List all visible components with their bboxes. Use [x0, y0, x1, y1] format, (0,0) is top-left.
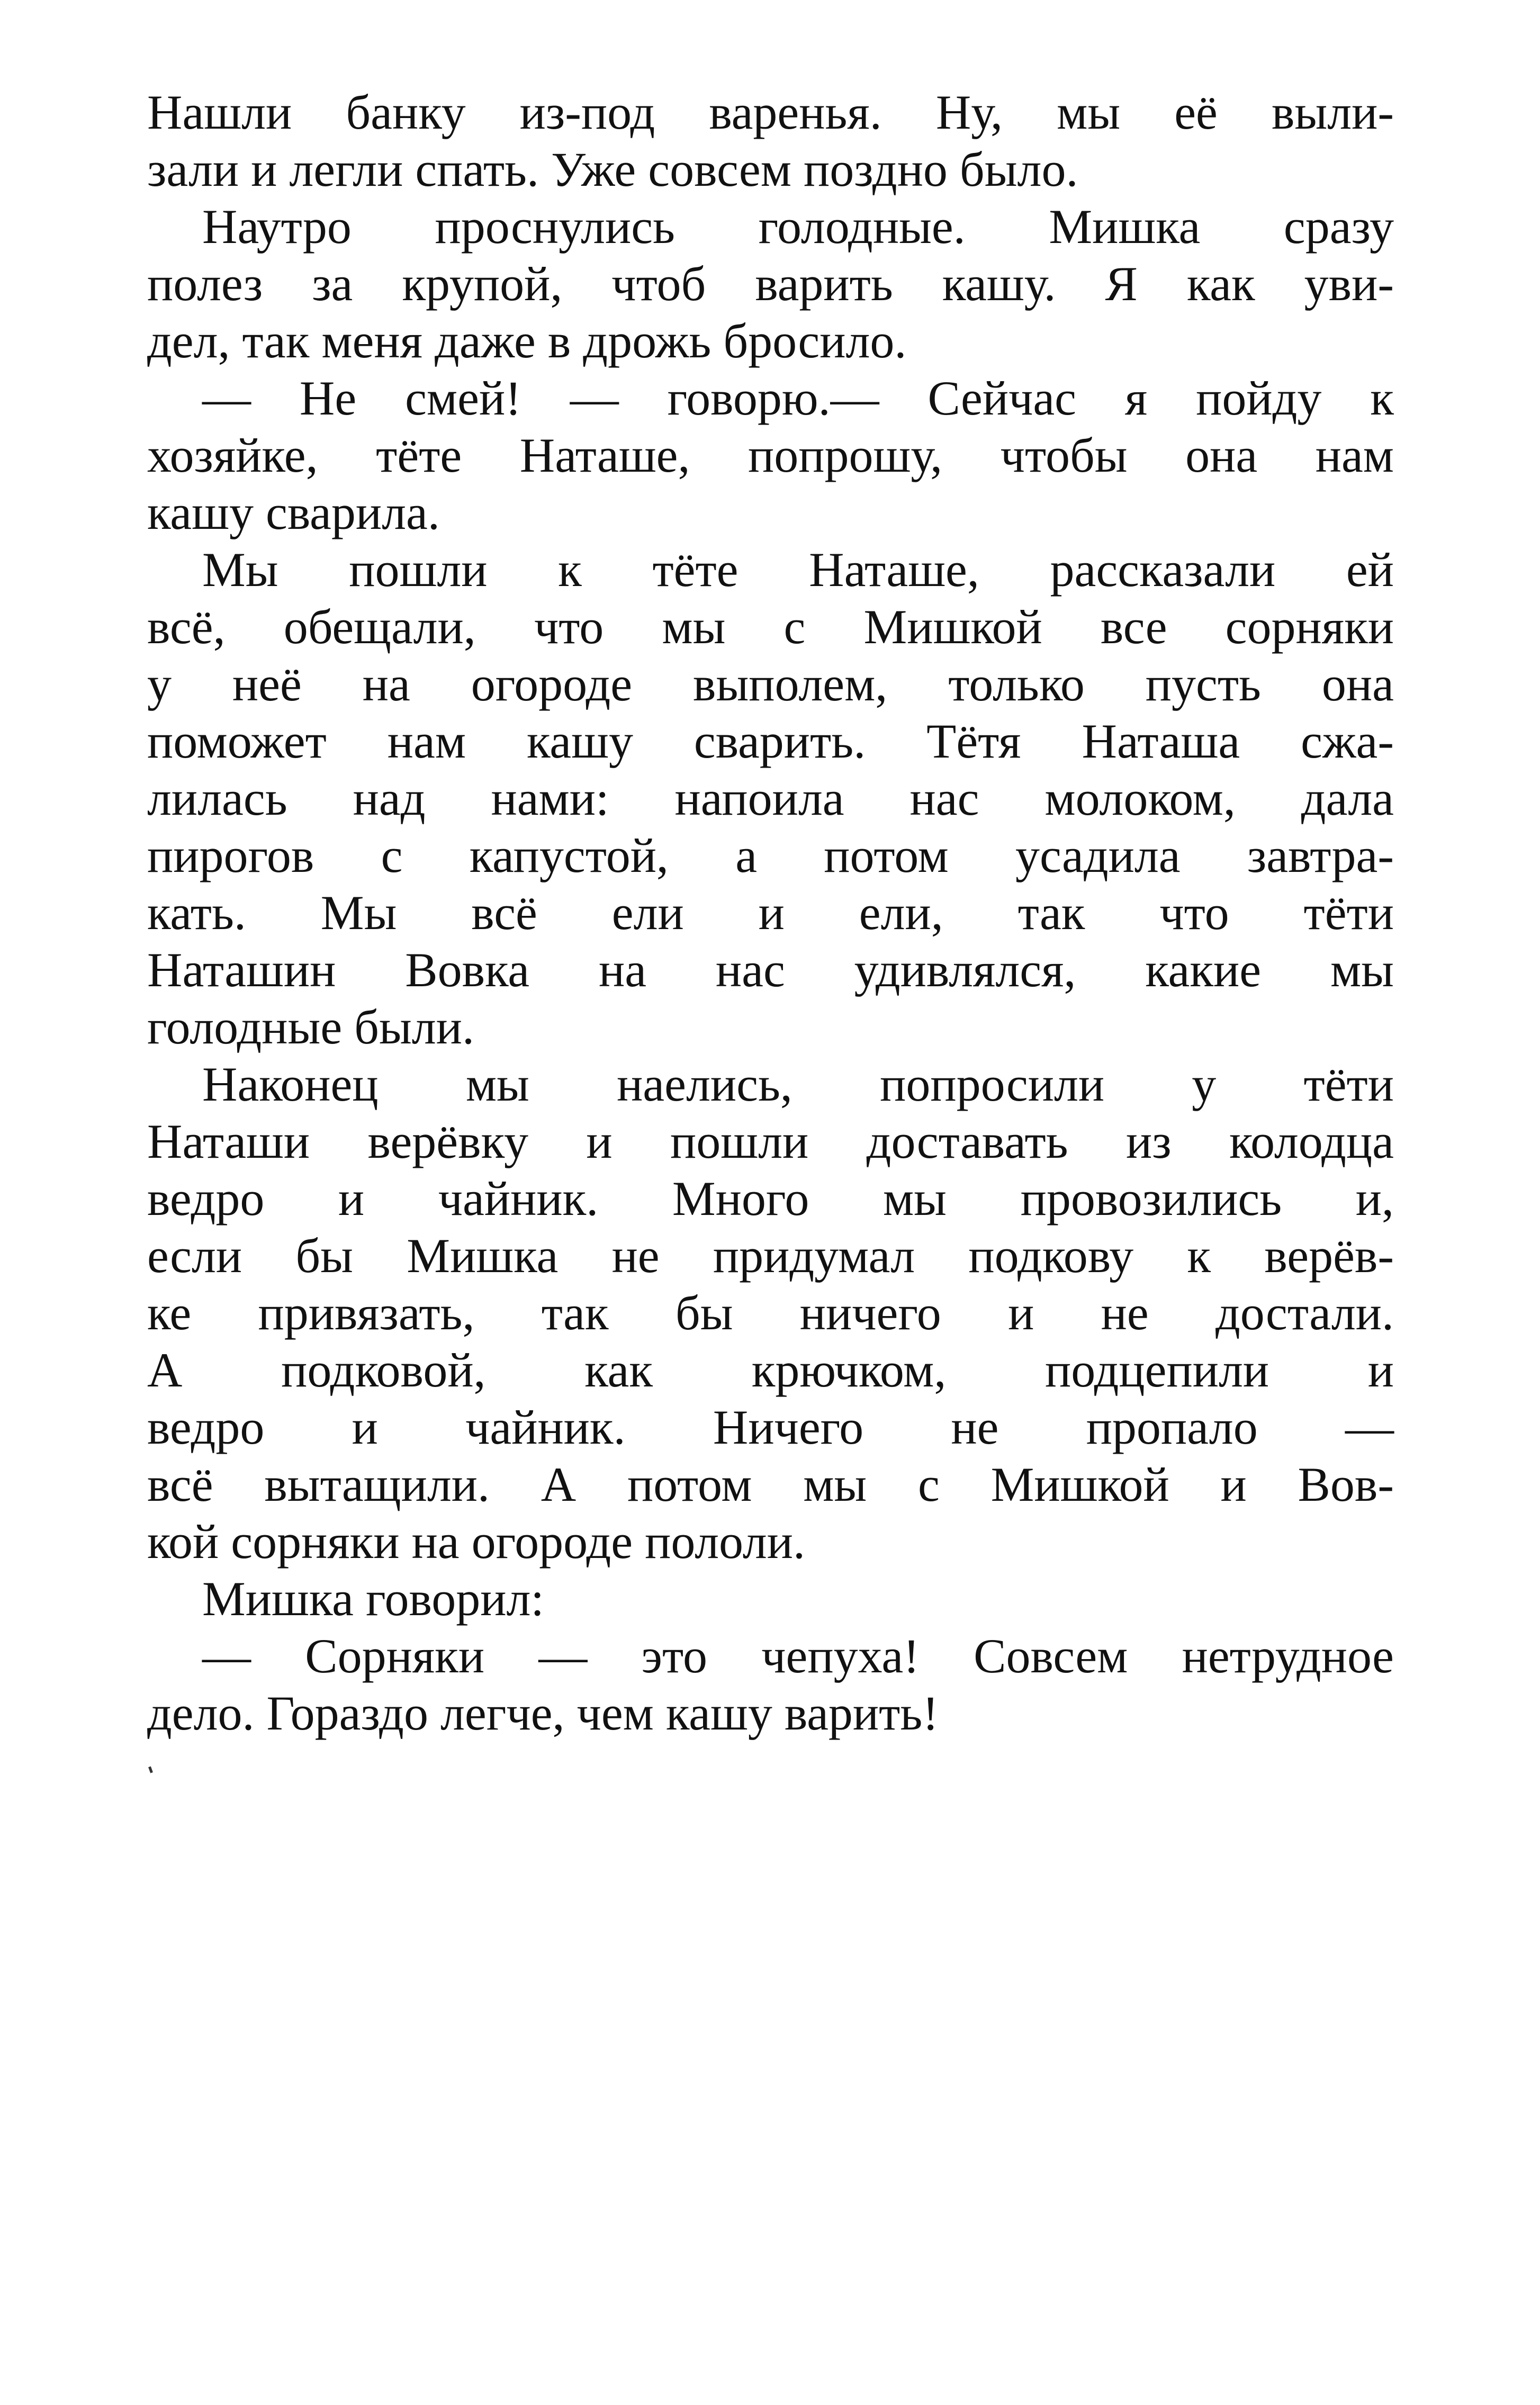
text-line: у неё на огороде выполем, только пусть она [147, 657, 1394, 711]
text-line: кать. Мы всё ели и ели, так что тёти [147, 886, 1394, 940]
text-line: хозяйке, тёте Наташе, попрошу, чтобы она нам [147, 428, 1394, 482]
text-line: ведро и чайник. Ничего не пропало — [147, 1400, 1394, 1454]
text-line: А подковой, как крючком, подцепили и [147, 1343, 1394, 1397]
text-line: лилась над нами: напоила нас молоком, дала [147, 771, 1394, 825]
text-line: дел, так меня даже в дрожь бросило. [147, 314, 907, 368]
text-line: — Не смей! — говорю.— Сейчас я пойду к [202, 371, 1394, 425]
text-line: всё вытащили. А потом мы с Мишкой и Вов- [147, 1457, 1394, 1511]
text-line: если бы Мишка не придумал подкову к верёв- [147, 1229, 1394, 1283]
text-line: Мы пошли к тёте Наташе, рассказали ей [202, 543, 1394, 597]
text-line: зали и легли спать. Уже совсем поздно было. [147, 142, 1078, 196]
text-line: полез за крупой, чтоб варить кашу. Я как уви- [147, 257, 1394, 311]
text-line: дело. Гораздо легче, чем кашу варить! [147, 1686, 939, 1740]
text-line: — Сорняки — это чепуха! Совсем нетрудное [202, 1629, 1394, 1683]
text-line: Нашли банку из-под варенья. Ну, мы её выли- [147, 85, 1394, 139]
text-line: кой сорняки на огороде пололи. [147, 1515, 805, 1569]
text-line: кашу сварила. [147, 485, 440, 539]
text-line: Наташин Вовка на нас удивлялся, какие мы [147, 943, 1394, 997]
text-line: голодные были. [147, 1000, 474, 1054]
text-line: ведро и чайник. Много мы провозились и, [147, 1172, 1394, 1226]
text-line: Мишка говорил: [202, 1572, 544, 1626]
text-line: Наташи верёвку и пошли доставать из колодца [147, 1114, 1394, 1168]
text-line: Наконец мы наелись, попросили у тёти [202, 1057, 1394, 1111]
text-line: пирогов с капустой, а потом усадила завтра- [147, 828, 1394, 882]
text-line: всё, обещали, что мы с Мишкой все сорняки [147, 600, 1394, 654]
print-speck [148, 1767, 153, 1773]
text-line: ке привязать, так бы ничего и не достали. [147, 1286, 1394, 1340]
text-line: Наутро проснулись голодные. Мишка сразу [202, 200, 1394, 254]
body-text [147, 84, 1394, 1742]
text-line: поможет нам кашу сварить. Тётя Наташа сжа- [147, 714, 1394, 768]
